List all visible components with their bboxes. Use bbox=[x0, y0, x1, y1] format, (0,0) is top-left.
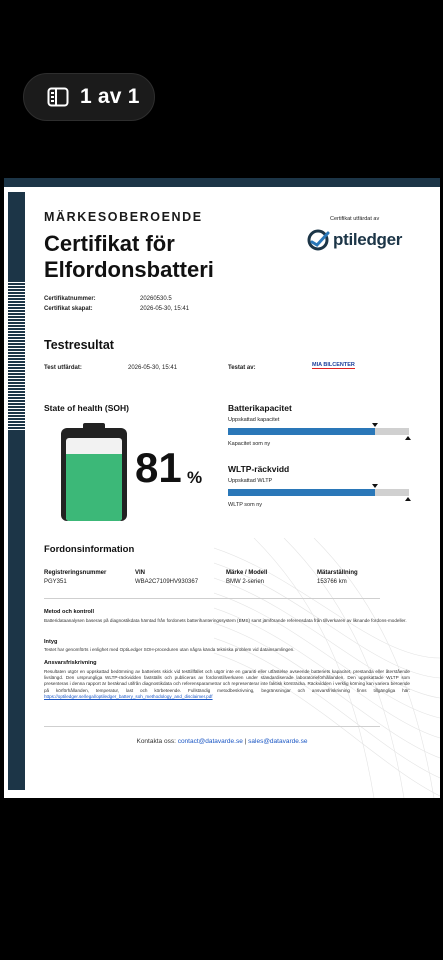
page-view-icon bbox=[46, 85, 70, 109]
capacity-bar bbox=[228, 428, 409, 435]
page-indicator-text: 1 av 1 bbox=[80, 85, 140, 108]
capacity-bar-fill bbox=[228, 428, 375, 435]
wltp-title: WLTP-räckvidd bbox=[228, 464, 290, 474]
capacity-title: Batterikapacitet bbox=[228, 403, 292, 413]
meta-label: Certifikatnummer: bbox=[44, 296, 96, 302]
divider bbox=[44, 598, 380, 599]
contact-email-1[interactable]: contact@datavarde.se bbox=[177, 738, 243, 745]
vehicle-odometer-label: Mätarställning bbox=[317, 570, 358, 576]
optiledger-logo-text: ptiledger bbox=[333, 230, 403, 249]
page-indicator-badge[interactable] bbox=[23, 73, 155, 121]
wltp-max-marker-icon bbox=[405, 497, 411, 501]
contact-separator: | bbox=[244, 738, 247, 745]
test-results-heading: Testresultat bbox=[44, 338, 114, 352]
wltp-marker-icon bbox=[372, 484, 378, 488]
method-text: Batteridataanalysen baseras på diagnostikdata hämtad från fordonets batterihanteringssystem (BMS) samt jämförande referensdata från tillverkaren av liknande fordons-modeller. bbox=[44, 618, 407, 623]
vehicle-odometer-value: 153766 km bbox=[317, 579, 347, 585]
optiledger-logo-mark-icon bbox=[306, 228, 332, 252]
side-bar bbox=[8, 192, 25, 790]
contact-label: Kontakta oss: bbox=[136, 738, 176, 745]
meta-value: 2026-05-30, 15:41 bbox=[140, 306, 190, 312]
vehicle-vin-label: VIN bbox=[135, 570, 146, 576]
battery-body bbox=[61, 428, 127, 521]
test-date-value: 2026-05-30, 15:41 bbox=[128, 365, 178, 371]
tested-by-label: Testat av: bbox=[228, 365, 256, 371]
wltp-bar-fill bbox=[228, 489, 375, 496]
vehicle-model-value: BMW 2-serien bbox=[226, 579, 265, 585]
vehicle-reg-value: PGY351 bbox=[44, 579, 67, 585]
wltp-bottom-label: WLTP som ny bbox=[228, 502, 263, 508]
battery-icon bbox=[61, 423, 127, 521]
tested-by-logo: MIA BILCENTER bbox=[312, 362, 355, 368]
vehicle-reg-label: Registreringsnummer bbox=[44, 570, 107, 576]
vehicle-model-label: Märke / Modell bbox=[226, 570, 268, 576]
wltp-top-label: Uppskattad WLTP bbox=[228, 478, 273, 484]
capacity-bottom-label: Kapacitet som ny bbox=[228, 441, 271, 447]
capacity-max-marker-icon bbox=[405, 436, 411, 440]
certificate-statement-text: Testet har genomförts i enlighet med OptiLedger SOH-proceduren utan några kända tekniska problem vid datainsamlingen. bbox=[44, 647, 295, 652]
battery-inner bbox=[66, 438, 122, 521]
certificate-page bbox=[4, 178, 440, 798]
capacity-marker-icon bbox=[372, 423, 378, 427]
decorative-lines bbox=[214, 538, 440, 798]
contact-email-2[interactable]: sales@datavarde.se bbox=[248, 738, 308, 745]
top-bar bbox=[4, 178, 440, 187]
certificate-title: Certifikat för Elfordonsbatteri bbox=[44, 231, 214, 282]
soh-title: State of health (SOH) bbox=[44, 403, 130, 413]
meta-value: 20260530.5 bbox=[140, 296, 172, 302]
disclaimer-text bbox=[44, 669, 410, 700]
test-date-label: Test utfärdat: bbox=[44, 365, 82, 371]
issuer-label: Certifikat utfärdat av bbox=[330, 216, 380, 222]
divider bbox=[44, 726, 380, 727]
side-bar-stripes bbox=[8, 282, 25, 432]
wltp-bar bbox=[228, 489, 409, 496]
certificate-statement-title: Intyg bbox=[44, 639, 58, 645]
disclaimer-title: Ansvarsfriskrivning bbox=[44, 660, 97, 666]
capacity-top-label: Uppskattad kapacitet bbox=[228, 417, 280, 423]
soh-value: 81 bbox=[135, 444, 182, 491]
disclaimer-link[interactable]: https://optiledger.se/legal/optiledger_battery_soh_methodology_and_disclaimer.pdf bbox=[44, 693, 213, 699]
meta-label: Certifikat skapat: bbox=[44, 306, 93, 312]
certificate-eyebrow: MÄRKESOBEROENDE bbox=[44, 210, 203, 224]
soh-unit: % bbox=[187, 468, 203, 487]
disclaimer-body: Resultaten utgör en uppskattad bedömning av batteriets skick vid testtillfället och utgör inte en garanti eller utfästelse avseende batteriets kapacitet, prestanda eller återstående livslängd. Den ursprungliga WLTP-räckvidden fastställs och publiceras av fordonstillverkaren under standardiserade laboratorieförhållanden. Den uppskattade WLTP som presenteras i denna rapport är beräknad utifrån diagnostikdata och referensparametrar och representerar inte faktisk körsträcka. Räckvidden i verklig körning kan variera beroende på körförhållanden, temperatur, last och körbeteende. Fullständig metodbeskrivning, begränsningar och ansvarsfriskrivning finns tillgängliga här: bbox=[44, 669, 410, 693]
contact-row bbox=[4, 738, 440, 745]
optiledger-logo bbox=[306, 228, 402, 252]
vehicle-vin-value: WBA2C7109HV930367 bbox=[135, 579, 199, 585]
vehicle-heading: Fordonsinformation bbox=[44, 544, 135, 555]
battery-fill bbox=[66, 454, 122, 521]
method-title: Metod och kontroll bbox=[44, 609, 95, 615]
